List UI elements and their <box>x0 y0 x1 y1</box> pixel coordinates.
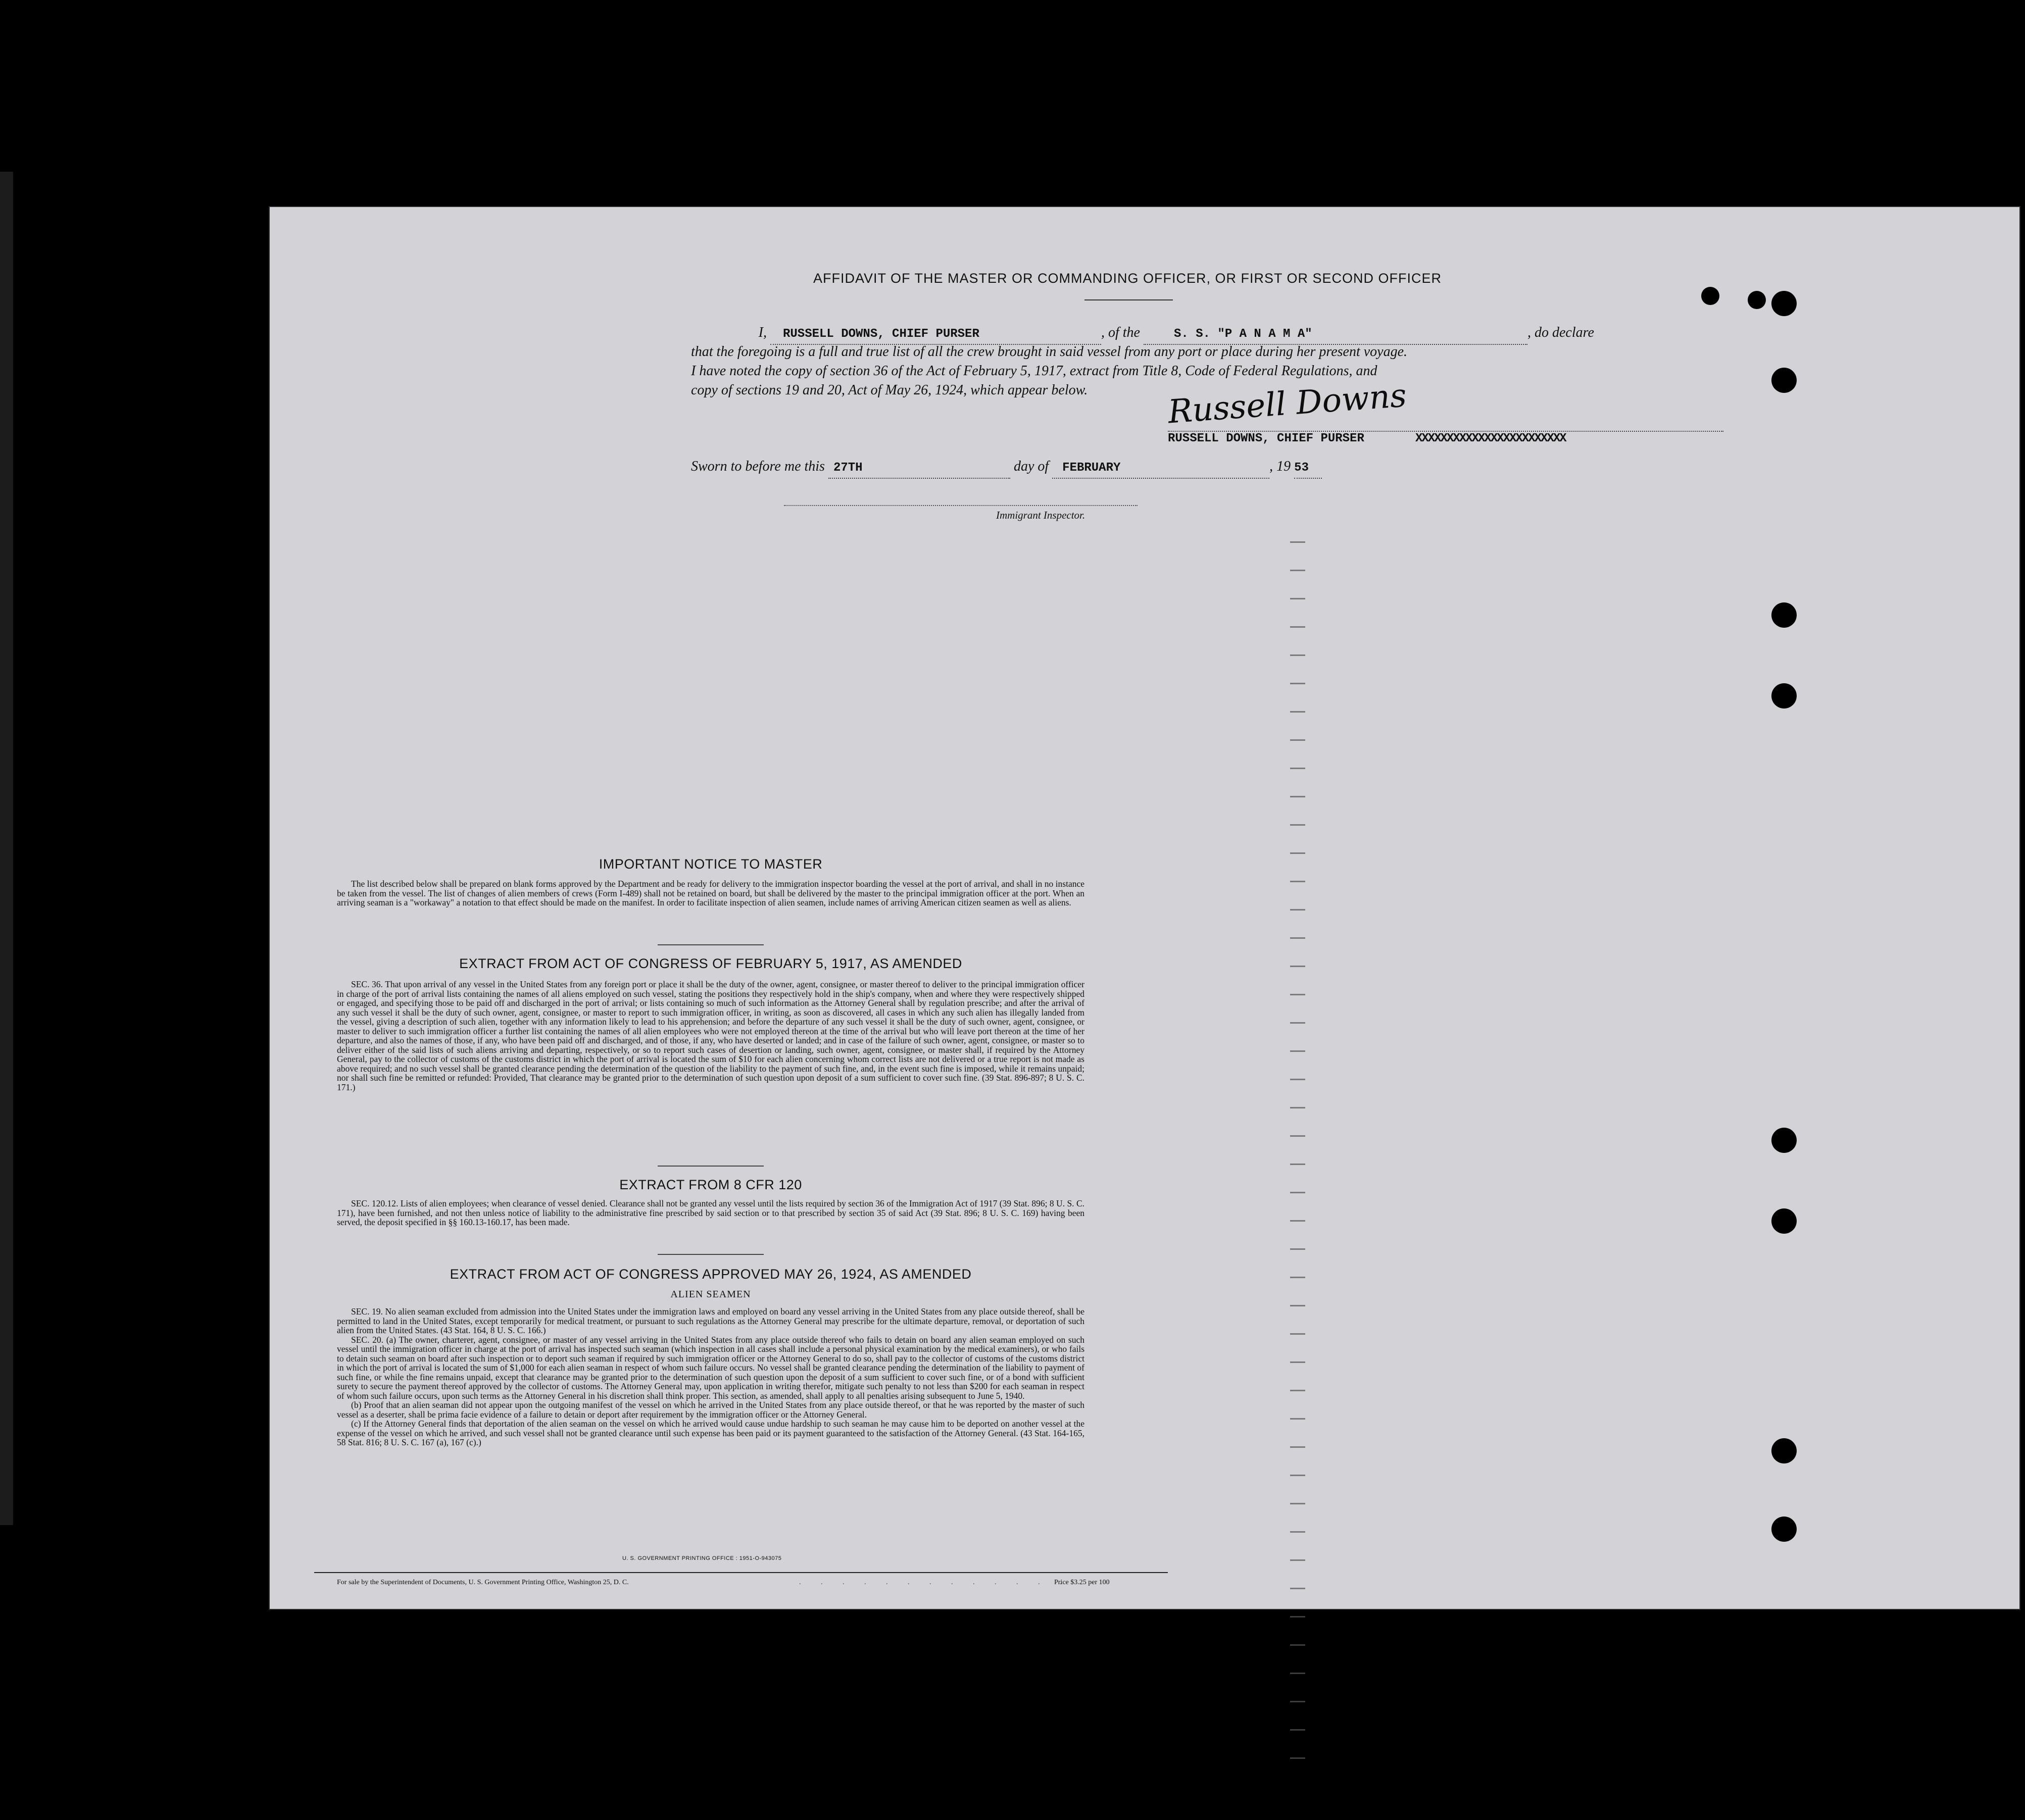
decl-of: , of the <box>1101 325 1140 340</box>
footer-leader-dots: . . . . . . . . . . . . . <box>799 1579 1071 1586</box>
inspector-label: Immigrant Inspector. <box>996 509 1085 521</box>
year-prefix: , 19 <box>1269 459 1291 474</box>
sec120-paragraph: SEC. 120.12. Lists of alien employees; when clearance of vessel denied. Clearance shall not be granted any vessel until the lists required by section 36 of the Immigration Act of 1917 (39 Stat. 896; 8 U. S. C. 171), have been furnished, and not then unless notice of liability to the administrative fine prescribed by said section or to that prescribed by section 35 of said Act (39 Stat. 896; 8 U. S. C. 169) having been served, the deposit specified in §§ 160.13-160.17, has been made. <box>337 1198 1084 1227</box>
punch-hole <box>1771 1438 1797 1463</box>
section-divider <box>658 1166 764 1167</box>
sworn-year: 53 <box>1294 461 1309 475</box>
notice-title: IMPORTANT NOTICE TO MASTER <box>599 856 823 872</box>
section-divider <box>658 1254 764 1255</box>
sec20a-paragraph: SEC. 20. (a) The owner, charterer, agent, consignee, or master of any vessel arriving in the United States from any place outside thereof who fails to detain on board any alien seaman employed on such vessel until the immigration officer in charge at the port of arrival has inspected such seaman (which inspection in all cases shall include a personal physical examination by the medical examiners), or who fails to detain such seaman on board after such inspection or to deport such seaman if required by such immigration officer or the Attorney General to do so, shall pay to the collector of customs of the customs district in which the port of arrival is located the sum of $1,000 for each alien seaman in respect of whom such failure occurs. No vessel shall be granted clearance pending the determination of the liability to payment of such fine, or while the fine remains unpaid, except that clearance may be granted prior to the determination of such question upon the deposit of a sum sufficient to cover such fine, or of a bond with sufficient surety to secure the payment thereof approved by the collector of customs. The Attorney General may, upon application in writing therefor, mitigate such penalty to not less than $200 for each seaman in respect of whom such failure occurs, upon such terms as the Attorney General in his discretion shall think proper. This section, as amended, shall apply to all penalties arising subsequent to June 5, 1940. <box>337 1334 1084 1401</box>
declarant-name: RUSSELL DOWNS, CHIEF PURSER <box>783 327 979 341</box>
notice-paragraph: The list described below shall be prepared on blank forms approved by the Department and be ready for delivery to the immigration inspector boarding the vessel at the port of arrival, and shall in no instance be taken from the vessel. The list of changes of alien members of crews (Form I-489) shall not be retained on board, but shall be delivered by the master to the principal immigration officer at the port. When an arriving seaman is a "workaway" a notation to that effect should be made on the manifest. In order to facilitate inspection of alien seamen, include names of arriving American citizen seamen as well as aliens. <box>337 879 1084 907</box>
extract-8cfr-body <box>337 1199 1084 1227</box>
sworn-year-field <box>1294 457 1322 479</box>
declaration-line-2: that the foregoing is a full and true list of all the crew brought in said vessel from any port or place during her present voyage. <box>691 344 1408 360</box>
extract-1924-body <box>337 1307 1084 1447</box>
punch-hole <box>1771 368 1797 393</box>
extract-8cfr-title: EXTRACT FROM 8 CFR 120 <box>619 1177 802 1192</box>
footer-divider <box>314 1572 1168 1573</box>
footer-sale-notice: For sale by the Superintendent of Documents, U. S. Government Printing Office, Washington 25, D. C. <box>337 1579 629 1586</box>
sworn-day: 27TH <box>833 461 863 475</box>
signature-handwritten: Russell Downs <box>1166 377 1408 431</box>
punch-hole <box>1701 287 1719 305</box>
perforation-line <box>1290 519 1305 1782</box>
extract-1917-title: EXTRACT FROM ACT OF CONGRESS OF FEBRUARY 5, 1917, AS AMENDED <box>459 956 962 971</box>
punch-hole <box>1771 291 1797 316</box>
sec19-paragraph: SEC. 19. No alien seaman excluded from admission into the United States under the immigration laws and employed on board any vessel arriving in the United States from any place outside thereof, shall be permitted to land in the United States, except temporarily for medical treatment, or pursuant to such regulations as the Attorney General may prescribe for the ultimate departure, removal, or deportation of such alien from the United States. (43 Stat. 164, 8 U. S. C. 166.) <box>337 1306 1084 1335</box>
sworn-prefix: Sworn to before me this <box>691 459 825 474</box>
sworn-line <box>691 457 1641 479</box>
affidavit-title: AFFIDAVIT OF THE MASTER OR COMMANDING OFFICER, OR FIRST OR SECOND OFFICER <box>813 271 1442 286</box>
sec20c-paragraph: (c) If the Attorney General finds that deportation of the alien seaman on the vessel on which he arrived would cause undue hardship to such seaman he may cause him to be deported on another vessel at the expense of the vessel on which he arrived, and such vessel shall not be granted clearance until such expense has been paid or its payment guaranteed to the satisfaction of the Attorney General. (43 Stat. 164-165, 58 Stat. 816; 8 U. S. C. 167 (a), 167 (c).) <box>337 1419 1084 1447</box>
sworn-month: FEBRUARY <box>1062 461 1121 475</box>
decl-prefix: I, <box>758 325 767 340</box>
inspector-signature-line <box>784 505 1138 506</box>
extract-1924-title: EXTRACT FROM ACT OF CONGRESS APPROVED MAY 26, 1924, AS AMENDED <box>450 1267 972 1282</box>
punch-hole <box>1771 1516 1797 1542</box>
day-of-label: day of <box>1013 459 1049 474</box>
document-page <box>269 206 2020 1610</box>
declaration-line-3: I have noted the copy of section 36 of the Act of February 5, 1917, extract from Title 8, Code of Federal Regulations, and <box>691 363 1377 379</box>
punch-hole <box>1771 602 1797 628</box>
section-divider <box>658 944 764 945</box>
declaration-line-1 <box>691 323 1641 345</box>
printing-office-imprint: U. S. GOVERNMENT PRINTING OFFICE : 1951-O-943075 <box>622 1555 782 1561</box>
scan-left-edge <box>0 172 13 1525</box>
sec20b-paragraph: (b) Proof that an alien seaman did not appear upon the outgoing manifest of the vessel on which he arrived in the United States from any place outside thereof, or that he was reported by the master of such vessel as a deserter, shall be prima facie evidence of a failure to detain or deport after requirement by the immigration officer or the Attorney General. <box>337 1400 1084 1420</box>
sworn-month-field <box>1052 457 1269 479</box>
extract-1917-body <box>337 980 1084 1092</box>
struck-out-text: XXXXXXXXXXXXXXXXXXXXXXXX <box>1415 432 1566 445</box>
decl-suffix: , do declare <box>1527 325 1594 340</box>
alien-seamen-subtitle: ALIEN SEAMEN <box>670 1289 751 1300</box>
vessel-field <box>1144 323 1527 345</box>
sec36-paragraph: SEC. 36. That upon arrival of any vessel in the United States from any foreign port or place it shall be the duty of the owner, agent, consignee, or master thereof to deliver to the principal immigration officer in charge of the port of arrival lists containing the names of all aliens employed on such vessel, stating the positions they respectively hold in the ship's company, when and where they were respectively shipped or engaged, and specifying those to be paid off and discharged in the port of arrival; or lists containing so much of such information as the Attorney General shall by regulation prescribe; and after the arrival of any such vessel it shall be the duty of such owner, agent, consignee, or master to report to such immigration officer, in writing, as soon as discovered, all cases in which any such alien has illegally landed from the vessel, giving a description of such alien, together with any information likely to lead to his apprehension; and before the departure of any such vessel it shall be the duty of such owner, agent, consignee, or master to deliver to such immigration officer a further list containing the names of all alien employees who were not employed thereon at the time of the arrival but who will leave port thereon at the time of her departure, and also the names of those, if any, who have been paid off and discharged, and of those, if any, who have deserted or landed; and in case of the failure of such owner, agent, consignee, or master so to deliver either of the said lists of such aliens arriving and departing, respectively, or so to report such cases of desertion or landing, such owner, agent, consignee, or master shall, if required by the Attorney General, pay to the collector of customs of the customs district in which the port of arrival is located the sum of $10 for each alien concerning whom correct lists are not delivered or a true report is not made as above required; and no such vessel shall be granted clearance pending the determination of the question of the liability to the payment of such fine, and, in the event such fine is imposed, while it remains unpaid; nor shall such fine be remitted or refunded: Provided, That clearance may be granted prior to the determination of such question upon deposit of a sum sufficient to cover such fine. (39 Stat. 896-897; 8 U. S. C. 171.) <box>337 979 1084 1092</box>
sworn-day-field <box>828 457 1010 479</box>
punch-hole <box>1748 291 1766 309</box>
title-divider <box>1084 299 1173 300</box>
punch-hole <box>1771 1128 1797 1153</box>
punch-hole <box>1771 1208 1797 1234</box>
footer-price: Price $3.25 per 100 <box>1054 1579 1110 1586</box>
punch-hole <box>1771 683 1797 709</box>
signature-typed: RUSSELL DOWNS, CHIEF PURSER <box>1168 432 1364 445</box>
declaration-line-4: copy of sections 19 and 20, Act of May 26, 1924, which appear below. <box>691 382 1088 398</box>
notice-body <box>337 879 1084 907</box>
vessel-name: S. S. "P A N A M A" <box>1174 327 1312 341</box>
declarant-field <box>770 323 1101 345</box>
